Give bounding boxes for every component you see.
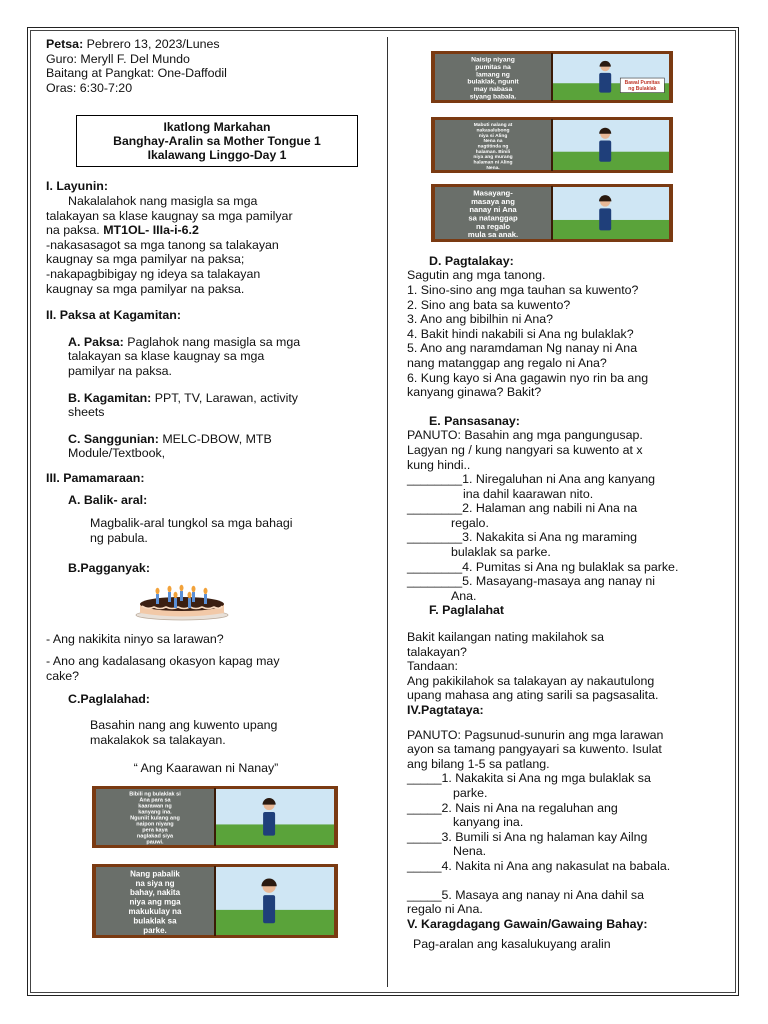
sign-text: Bawal Pumitas (624, 80, 660, 87)
birthday-cake-image (134, 582, 230, 622)
pagtataya-item-3a: _____3. Bumili si Ana ng halaman kay Ailng (407, 829, 648, 844)
story-text-line: nakasalubong (476, 128, 510, 134)
pagtataya-item-2b: kanyang ina. (453, 815, 524, 830)
pansasanay-line-1: PANUTO: Basahin ang mga pangungusap. (407, 428, 643, 443)
layunin-line-7: kaugnay sa mga pamilyar na paksa. (46, 281, 245, 296)
paksa-c-line-1 (68, 432, 366, 447)
karagdagang-line-1: Pag-aralan ang kasalukuyang aralin (413, 937, 611, 952)
story-text-line: bulaklak, ngunit (467, 78, 519, 86)
pagtataya-line-1: PANUTO: Pagsunud-sunurin ang mga larawan (407, 727, 664, 742)
layunin-line-5: kaugnay sa mga pamilyar na paksa; (46, 252, 245, 267)
story-text-line: naglakad siya (136, 833, 174, 840)
candle (174, 598, 177, 608)
pansasanay-line-3: kung hindi.. (407, 457, 471, 472)
competency-code: MT1OL- IIIa-i-6.2 (103, 223, 199, 238)
pagtataya-heading: IV.Pagtataya: (407, 703, 484, 717)
girl-dress (263, 812, 275, 836)
story-text-line: Bibili ng bulaklak si (129, 791, 181, 798)
story-page-4 (431, 117, 725, 177)
story-page-1-image (92, 786, 338, 848)
paglalahat-line-2: talakayan? (407, 644, 467, 659)
pansasanay-item-3a: ________3. Nakakita si Ana ng maraming (407, 530, 638, 545)
candle (180, 591, 183, 601)
column-divider (387, 37, 388, 987)
oras-line: Oras: 6:30-7:20 (46, 80, 133, 95)
pagtataya-item-2a: _____2. Nais ni Ana na regaluhan ang (407, 800, 618, 815)
story-text-line: parke. (143, 925, 167, 935)
pansasanay-section (407, 414, 725, 618)
guro-line: Guro: Meryll F. Del Mundo (46, 51, 190, 66)
story-text-line: kaarawan ng (138, 803, 172, 810)
story-text-line: niya ang mga (129, 897, 181, 907)
candle (192, 592, 195, 602)
story-text-line: mula sa anak. (467, 230, 519, 240)
paglalahat-line-4: upang mahasa ang ating sarili sa pagsasalita. (407, 688, 659, 703)
paksa-b (46, 391, 366, 420)
story-text-line: Naisip niyang (471, 56, 515, 64)
pagganyak-question-2a: - Ano ang kadalasang okasyon kapag may (46, 654, 280, 669)
candle-flame (188, 592, 192, 598)
candle-flame (204, 588, 208, 594)
story-text-line: niya si Aling (478, 133, 508, 139)
right-column (407, 37, 725, 952)
story-text-line: niya ang murang (473, 154, 513, 160)
story-text-line: Nena na (483, 138, 503, 144)
story-text-line: pauwi. (146, 839, 164, 846)
girl-dress (599, 73, 611, 93)
paglalahat-line-3: Ang pakikilahok sa talakayan ay nakautulong (407, 673, 655, 688)
story-text-line: halaman ni Aling (473, 160, 513, 166)
pagtalakay-heading: D. Pagtalakay: (429, 253, 514, 268)
paksa-b-line-2: sheets (68, 405, 105, 420)
girl-dress (599, 140, 611, 161)
story-page-5-image (431, 184, 673, 242)
pagtataya-section (407, 728, 725, 952)
paksa-c-line-2: Module/Textbook, (68, 446, 166, 461)
candle (168, 592, 171, 602)
sign-text: ng Bulaklak (628, 86, 657, 93)
pamamaraan-section (46, 471, 366, 941)
pagtalakay-q3: 3. Ano ang bibilhin ni Ana? (407, 312, 554, 327)
candle-flame (156, 588, 160, 594)
story-text-line: bulaklak sa (133, 916, 177, 926)
pagtalakay-q2: 2. Sino ang bata sa kuwento? (407, 297, 571, 312)
story-page-2-image (92, 864, 338, 938)
paksa-a-line-1 (68, 335, 366, 350)
story-text-line: pera kaya (142, 827, 168, 834)
girl-dress (599, 209, 611, 231)
baitang-line: Baitang at Pangkat: One-Daffodil (46, 66, 227, 81)
paksa-heading: II. Paksa at Kagamitan: (46, 308, 181, 323)
story-text-line: na regalo (475, 222, 511, 232)
paksa-a-line-3: pamilyar na paksa. (68, 363, 172, 378)
pagtataya-item-4: _____4. Nakita ni Ana ang nakasulat na babala. (407, 858, 671, 873)
story-text-line: halaman. Binili (475, 149, 511, 155)
layunin-heading: I. Layunin: (46, 179, 108, 194)
pansasanay-item-1a: ________1. Niregaluhan ni Ana ang kanyang (407, 472, 656, 487)
candle-flame (168, 586, 172, 592)
candle (156, 594, 159, 604)
balik-aral-heading: A. Balik- aral: (68, 493, 148, 508)
paglalahat-line-1: Bakit kailangan nating makilahok sa (407, 630, 604, 645)
pansasanay-item-2b: regalo. (451, 515, 489, 530)
karagdagang-heading: V. Karagdagang Gawain/Gawaing Bahay: (407, 916, 648, 931)
story-text-line: sa natanggap (468, 213, 518, 223)
pagtataya-item-5a: _____5. Masaya ang nanay ni Ana dahil sa (407, 887, 644, 902)
story-text-line: siyang babala. (469, 93, 517, 101)
petsa-value: Pebrero 13, 2023/Lunes (83, 37, 220, 51)
girl-dress (263, 895, 275, 923)
story-text-line: may nabasa (473, 86, 513, 94)
story-text-line: nanay ni Ana (469, 205, 517, 215)
pansasanay-item-5b: Ana. (451, 588, 477, 603)
pagtalakay-q5a: 5. Ano ang naramdaman Ng nanay ni Ana (407, 341, 638, 356)
pansasanay-item-1b: ina dahil kaarawan nito. (463, 486, 594, 501)
story-page-5 (431, 184, 725, 246)
pagganyak-question-2b: cake? (46, 669, 80, 684)
layunin-line-2: talakayan sa klase kaugnay sa mga pamilyar (46, 208, 293, 223)
paksa-a-text: Paglahok nang masigla sa mga (123, 334, 301, 349)
left-column (46, 37, 366, 941)
pagtalakay-intro: Sagutin ang mga tanong. (407, 268, 546, 283)
balik-aral-line-2: ng pabula. (90, 530, 148, 545)
pansasanay-heading: E. Pansasanay: (429, 413, 520, 428)
balik-aral-body (46, 516, 366, 545)
pansasanay-item-5a: ________5. Masayang-masaya ang nanay ni (407, 574, 655, 589)
lesson-title-box (76, 115, 358, 167)
layunin-section (46, 179, 366, 296)
petsa-line (46, 37, 366, 52)
pagtataya-item-1a: _____1. Nakakita si Ana ng mga bulaklak sa (407, 771, 651, 786)
story-page-3-image (431, 51, 673, 103)
pagtalakay-q1: 1. Sino-sino ang mga tauhan sa kuwento? (407, 282, 639, 297)
layunin-line-3 (46, 223, 366, 238)
story-text-line: Masayang- (473, 188, 513, 198)
story-text-line: kanyang ina. (138, 809, 172, 816)
candle-flame (180, 585, 184, 591)
paglalahat-section (407, 630, 725, 718)
paksa-c-label: C. Sanggunian: (68, 431, 159, 446)
paksa-c-text: MELC-DBOW, MTB (158, 431, 272, 446)
layunin-line-3-text: na paksa. (46, 223, 104, 238)
title-line-2: Banghay-Aralin sa Mother Tongue 1 (113, 134, 321, 149)
paksa-b-text: PPT, TV, Larawan, activity (151, 390, 299, 405)
story-page-4-image (431, 117, 673, 173)
petsa-label: Petsa: (46, 37, 84, 51)
story-text-line: masaya ang (471, 197, 515, 207)
layunin-line-6: -nakapagbibigay ng ideya sa talakayan (46, 266, 261, 281)
paksa-a-line-2: talakayan sa klase kaugnay sa mga (68, 349, 265, 364)
story-text-line: Nena. (486, 165, 500, 171)
story-page-3 (431, 51, 725, 107)
paglalahad-line-2: makalakok sa talakayan. (90, 732, 226, 747)
paglalahad-heading: C.Paglalahad: (68, 691, 150, 706)
paglalahat-tandaan: Tandaan: (407, 659, 458, 674)
pagtalakay-section (407, 254, 725, 400)
story-text-line: na siya ng (135, 878, 175, 888)
title-line-1: Ikatlong Markahan (163, 120, 271, 135)
story-page-1 (92, 786, 366, 852)
story-text-line: Nguniit kulang ang (130, 815, 180, 822)
story-title: “ Ang Kaarawan ni Nanay” (133, 761, 279, 776)
story-text-line: makukulay na (128, 906, 182, 916)
pagganyak-heading: B.Pagganyak: (68, 561, 150, 576)
title-line-3: Ikalawang Linggo-Day 1 (147, 148, 287, 163)
pamamaraan-heading: III. Pamamaraan: (46, 470, 145, 485)
pansasanay-line-2: Lagyan ng / kung nangyari sa kuwento at x (407, 442, 643, 457)
story-text-line: Ana para sa (139, 797, 171, 804)
candle (204, 594, 207, 604)
pansasanay-item-3b: bulaklak sa parke. (451, 545, 551, 560)
paksa-a (46, 335, 366, 379)
paksa-section (46, 308, 366, 461)
story-text-line: bahay, nakita (129, 887, 181, 897)
pagtataya-item-5b: regalo ni Ana. (407, 902, 483, 917)
pagganyak-questions (46, 632, 366, 684)
paglalahad-body (46, 718, 366, 747)
candle-flame (174, 592, 178, 598)
candle-flame (192, 586, 196, 592)
pagganyak-question-1: - Ang nakikita ninyo sa larawan? (46, 631, 224, 646)
story-text-line: Mabuti nalang at (473, 122, 513, 128)
pagtataya-item-1b: parke. (453, 785, 488, 800)
pagtalakay-q6b: kanyang ginawa? Bakit? (407, 385, 542, 400)
pagtalakay-q4: 4. Bakit hindi nakabili si Ana ng bulaklak? (407, 326, 634, 341)
pansasanay-item-4: ________4. Pumitas si Ana ng bulaklak sa parke. (407, 559, 679, 574)
paksa-b-line-1 (68, 391, 366, 406)
paksa-a-label: A. Paksa: (68, 334, 124, 349)
pagtalakay-q6a: 6. Kung kayo si Ana gagawin nyo rin ba ang (407, 370, 649, 385)
story-text-line: naipon niyang (136, 821, 174, 828)
story-text-line: pumitas na (475, 64, 511, 72)
paksa-b-label: B. Kagamitan: (68, 390, 152, 405)
balik-aral-line-1: Magbalik-aral tungkol sa mga bahagi (90, 516, 293, 531)
pagtataya-item-3b: Nena. (453, 844, 487, 859)
story-page-2 (92, 864, 366, 942)
story-text-line: Nang pabalik (130, 868, 180, 878)
story-text-line: nagtitinda ng (477, 144, 509, 150)
pansasanay-item-2a: ________2. Halaman ang nabili ni Ana na (407, 501, 638, 516)
layunin-line-4: -nakasasagot sa mga tanong sa talakayan (46, 237, 279, 252)
paksa-c (46, 432, 366, 461)
layunin-line-1: Nakalalahok nang masigla sa mga (68, 193, 258, 208)
pagtataya-line-3: ang bilang 1-5 sa patlang. (407, 756, 550, 771)
pagtalakay-q5b: nang matanggap ang regalo ni Ana? (407, 355, 607, 370)
pagtataya-line-2: ayon sa tamang pangyayari sa kuwento. Isulat (407, 742, 662, 757)
story-text-line: lamang ng (476, 71, 510, 79)
paglalahat-heading: F. Paglalahat (429, 603, 505, 618)
paglalahad-line-1: Basahin nang ang kuwento upang (90, 718, 278, 733)
candle (188, 598, 191, 608)
